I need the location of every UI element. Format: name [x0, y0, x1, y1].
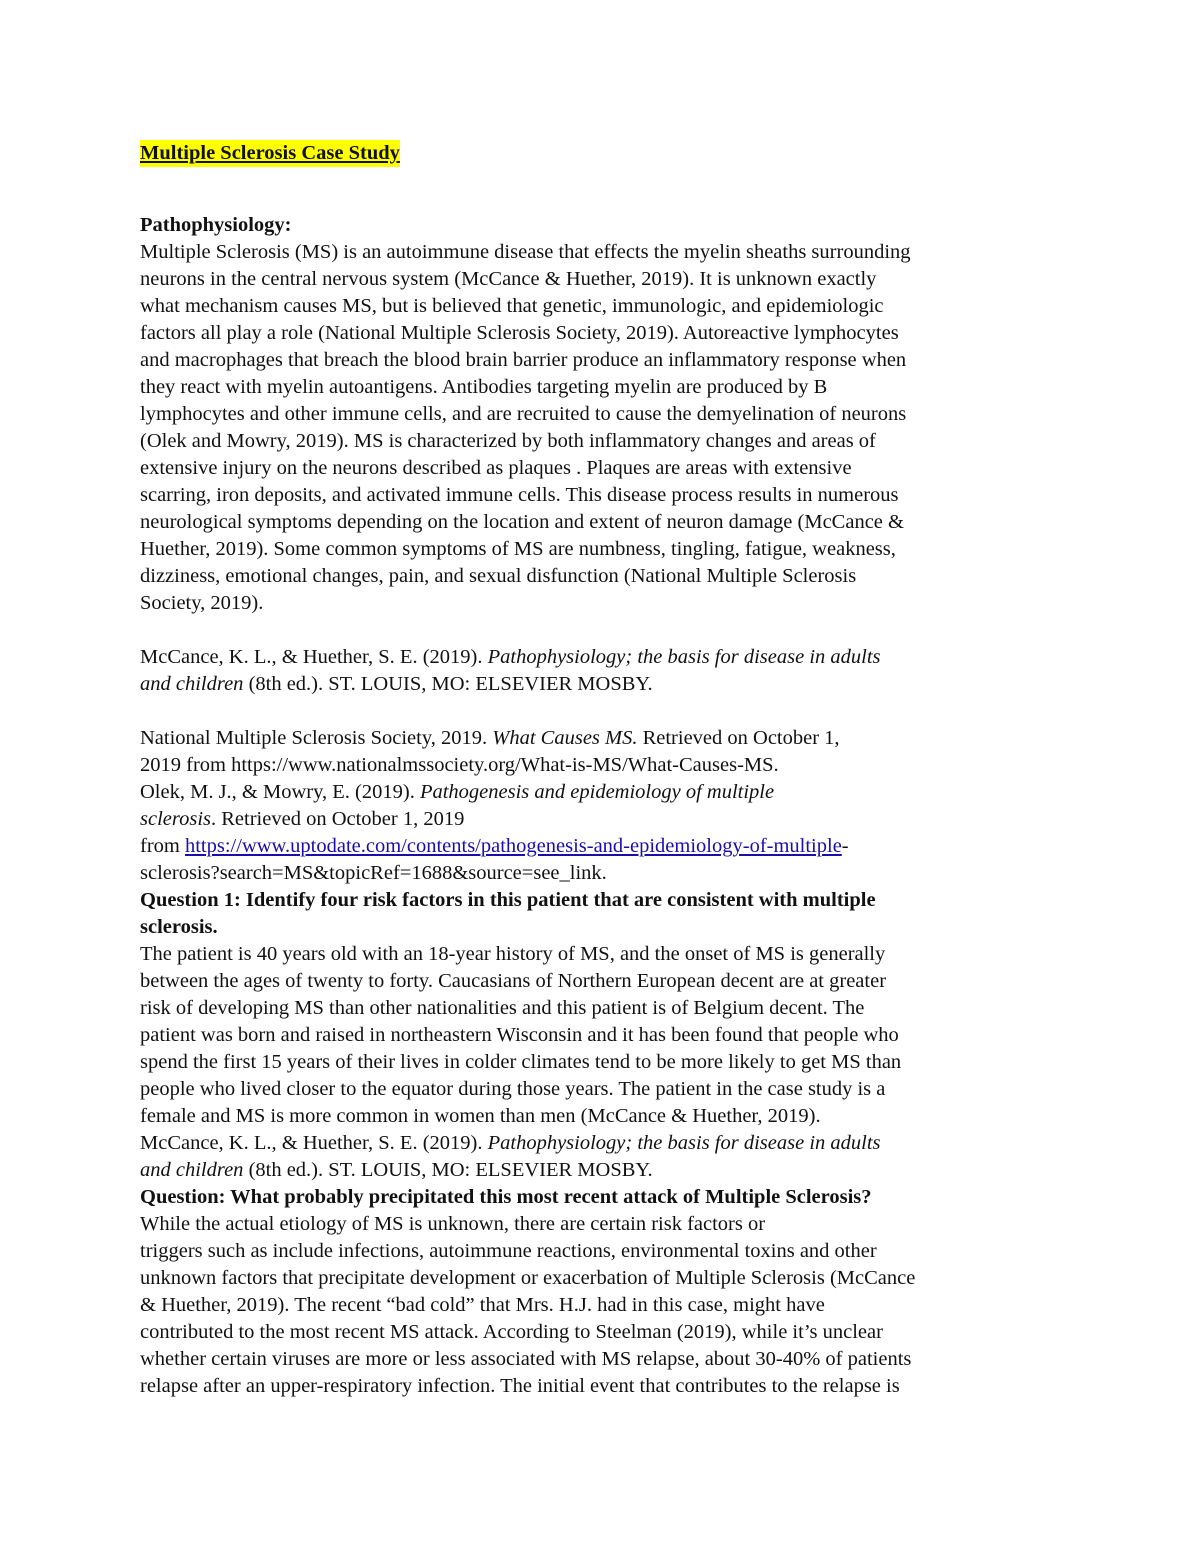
answer-line: people who lived closer to the equator during those years. The patient in the case study is a: [140, 1078, 886, 1100]
paragraph-line: lymphocytes and other immune cells, and are recruited to cause the demyelination of neurons: [140, 403, 907, 425]
answer-line: relapse after an upper-respiratory infection. The initial event that contributes to the relapse is: [140, 1375, 900, 1397]
reference-authors: Olek, M. J., & Mowry, E. (2019).: [140, 781, 420, 803]
question-1-heading-cont: sclerosis.: [140, 916, 218, 938]
question-1-heading: Question 1: Identify four risk factors in this patient that are consistent with multiple: [140, 889, 876, 911]
answer-line: While the actual etiology of MS is unknown, there are certain risk factors or: [140, 1213, 766, 1235]
answer-line: & Huether, 2019). The recent “bad cold” that Mrs. H.J. had in this case, might have: [140, 1294, 825, 1316]
reference-url-text: 2019 from https://www.nationalmssociety.org/What-is-MS/What-Causes-MS.: [140, 754, 779, 776]
paragraph-line: dizziness, emotional changes, pain, and sexual disfunction (National Multiple Sclerosis: [140, 565, 857, 587]
pathophysiology-paragraph: [140, 239, 1060, 617]
reference-authors: National Multiple Sclerosis Society, 2019.: [140, 727, 493, 749]
paragraph-line: Society, 2019).: [140, 592, 264, 614]
paragraph-line: factors all play a role (National Multiple Sclerosis Society, 2019). Autoreactive lymphocytes: [140, 322, 899, 344]
reference-nmss: [140, 725, 1060, 779]
pathophysiology-heading: Pathophysiology:: [140, 214, 292, 236]
title-line: [140, 140, 1060, 174]
paragraph-line: scarring, iron deposits, and activated immune cells. This disease process results in numerous: [140, 484, 899, 506]
reference-olek: [140, 779, 1060, 887]
uptodate-link[interactable]: https://www.uptodate.com/contents/pathogenesis-and-epidemiology-of-multiple: [184, 835, 842, 857]
paragraph-line: and macrophages that breach the blood brain barrier produce an inflammatory response when: [140, 349, 907, 371]
answer-line: patient was born and raised in northeastern Wisconsin and it has been found that people who: [140, 1024, 899, 1046]
answer-line: contributed to the most recent MS attack. According to Steelman (2019), while it’s unclear: [140, 1321, 883, 1343]
answer-line: between the ages of twenty to forty. Caucasians of Northern European decent are at greater: [140, 970, 887, 992]
document-page: [140, 140, 1060, 1400]
paragraph-line: (Olek and Mowry, 2019). MS is characterized by both inflammatory changes and areas of: [140, 430, 876, 452]
answer-line: whether certain viruses are more or less associated with MS relapse, about 30-40% of patients: [140, 1348, 912, 1370]
paragraph-line: they react with myelin autoantigens. Antibodies targeting myelin are produced by B: [140, 376, 828, 398]
answer-line: The patient is 40 years old with an 18-year history of MS, and the onset of MS is generally: [140, 943, 886, 965]
reference-mccance: [140, 644, 1060, 698]
paragraph-line: what mechanism causes MS, but is believed that genetic, immunologic, and epidemiologic: [140, 295, 884, 317]
paragraph-line: extensive injury on the neurons described as plaques . Plaques are areas with extensive: [140, 457, 852, 479]
reference-title: What Causes MS.: [492, 727, 638, 749]
reference-title: Pathogenesis and epidemiology of multiple: [419, 781, 775, 803]
link-hyphen: -: [841, 835, 849, 857]
reference-title: and children: [140, 673, 244, 695]
question-2-section: [140, 1184, 1060, 1400]
paragraph-line: neurological symptoms depending on the location and extent of neuron damage (McCance &: [140, 511, 904, 533]
reference-title: Pathophysiology; the basis for disease in adults: [487, 1132, 881, 1154]
document-title: Multiple Sclerosis Case Study: [140, 140, 400, 167]
reference-title: and children: [140, 1159, 244, 1181]
reference-from: from: [140, 835, 185, 857]
reference-authors: McCance, K. L., & Huether, S. E. (2019).: [140, 1132, 488, 1154]
reference-authors: McCance, K. L., & Huether, S. E. (2019).: [140, 646, 488, 668]
reference-url-tail: sclerosis?search=MS&topicRef=1688&source=see_link.: [140, 862, 607, 884]
answer-line: risk of developing MS than other nationalities and this patient is of Belgium decent. The: [140, 997, 865, 1019]
question-2-heading: Question: What probably precipitated this most recent attack of Multiple Sclerosis?: [140, 1186, 872, 1208]
reference-publisher: (8th ed.). ST. LOUIS, MO: ELSEVIER MOSBY.: [243, 673, 653, 695]
reference-title: sclerosis: [140, 808, 211, 830]
reference-publisher: (8th ed.). ST. LOUIS, MO: ELSEVIER MOSBY.: [243, 1159, 653, 1181]
reference-retrieved: . Retrieved on October 1, 2019: [211, 808, 465, 830]
answer-line: female and MS is more common in women than men (McCance & Huether, 2019).: [140, 1105, 821, 1127]
reference-title: Pathophysiology; the basis for disease in adults: [487, 646, 881, 668]
paragraph-line: Huether, 2019). Some common symptoms of MS are numbness, tingling, fatigue, weakness,: [140, 538, 896, 560]
paragraph-line: neurons in the central nervous system (McCance & Huether, 2019). It is unknown exactly: [140, 268, 877, 290]
answer-line: unknown factors that precipitate development or exacerbation of Multiple Sclerosis (McCance: [140, 1267, 916, 1289]
paragraph-line: Multiple Sclerosis (MS) is an autoimmune disease that effects the myelin sheaths surrounding: [140, 241, 911, 263]
reference-retrieved: Retrieved on October 1,: [637, 727, 840, 749]
answer-line: triggers such as include infections, autoimmune reactions, environmental toxins and other: [140, 1240, 877, 1262]
answer-line: spend the first 15 years of their lives in colder climates tend to be more likely to get MS than: [140, 1051, 902, 1073]
question-1-section: [140, 887, 1060, 1184]
